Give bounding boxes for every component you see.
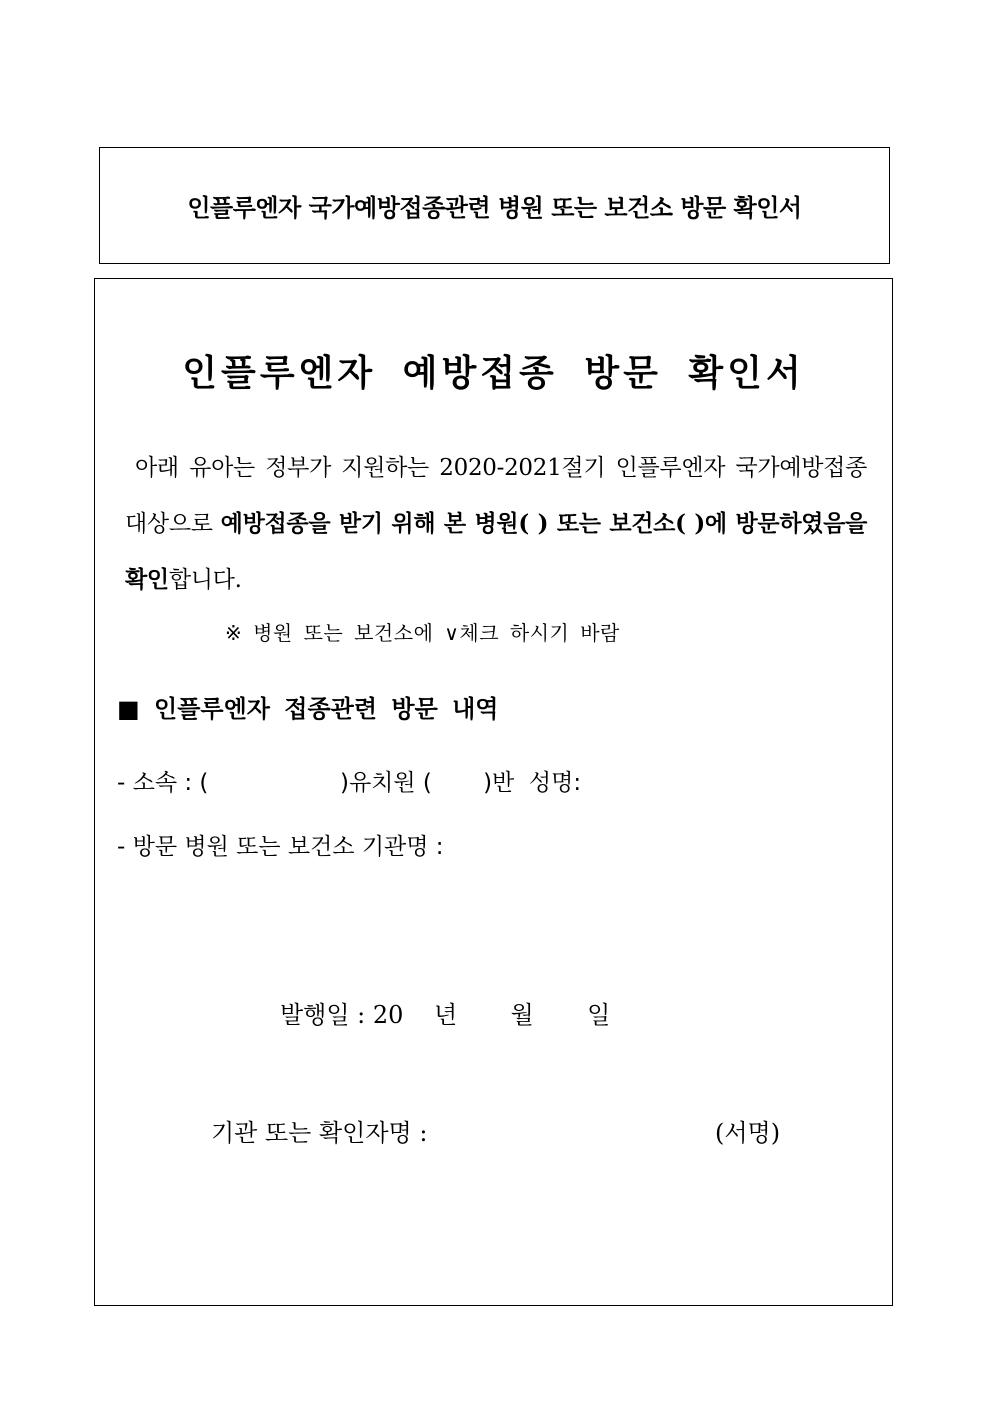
signature-mark: (서명) xyxy=(715,1119,781,1147)
document-title: 인플루엔자 예방접종 방문 확인서 xyxy=(182,353,805,394)
affiliation-line: - 소속 : ( )유치원 ( )반 성명: xyxy=(117,770,582,796)
paragraph-text-bold: 예방접종을 받기 위해 본 병원( ) 또는 보건소( )에 방문하였음을 확인 xyxy=(125,510,868,593)
certificate-box xyxy=(94,278,893,1306)
header-title: 인플루엔자 국가예방접종관련 병원 또는 보건소 방문 확인서 xyxy=(187,194,802,222)
check-note: ※ 병원 또는 보건소에 ∨체크 하시기 바람 xyxy=(225,621,620,645)
confirmation-paragraph xyxy=(125,440,867,608)
signer-line: 기관 또는 확인자명 : xyxy=(211,1119,428,1147)
section-heading: ■ 인플루엔자 접종관련 방문 내역 xyxy=(117,695,499,723)
paragraph-text-end: 합니다. xyxy=(168,567,242,593)
header-box xyxy=(99,147,890,264)
institution-line: - 방문 병원 또는 보건소 기관명 : xyxy=(117,834,444,860)
paragraph-text-intro: 아래 유아는 정부가 지원하는 2020-2021절기 인플루엔자 국가예방접종 대상으로 xyxy=(125,455,867,537)
issue-date-line: 발행일 : 20 년 월 일 xyxy=(280,1001,611,1029)
